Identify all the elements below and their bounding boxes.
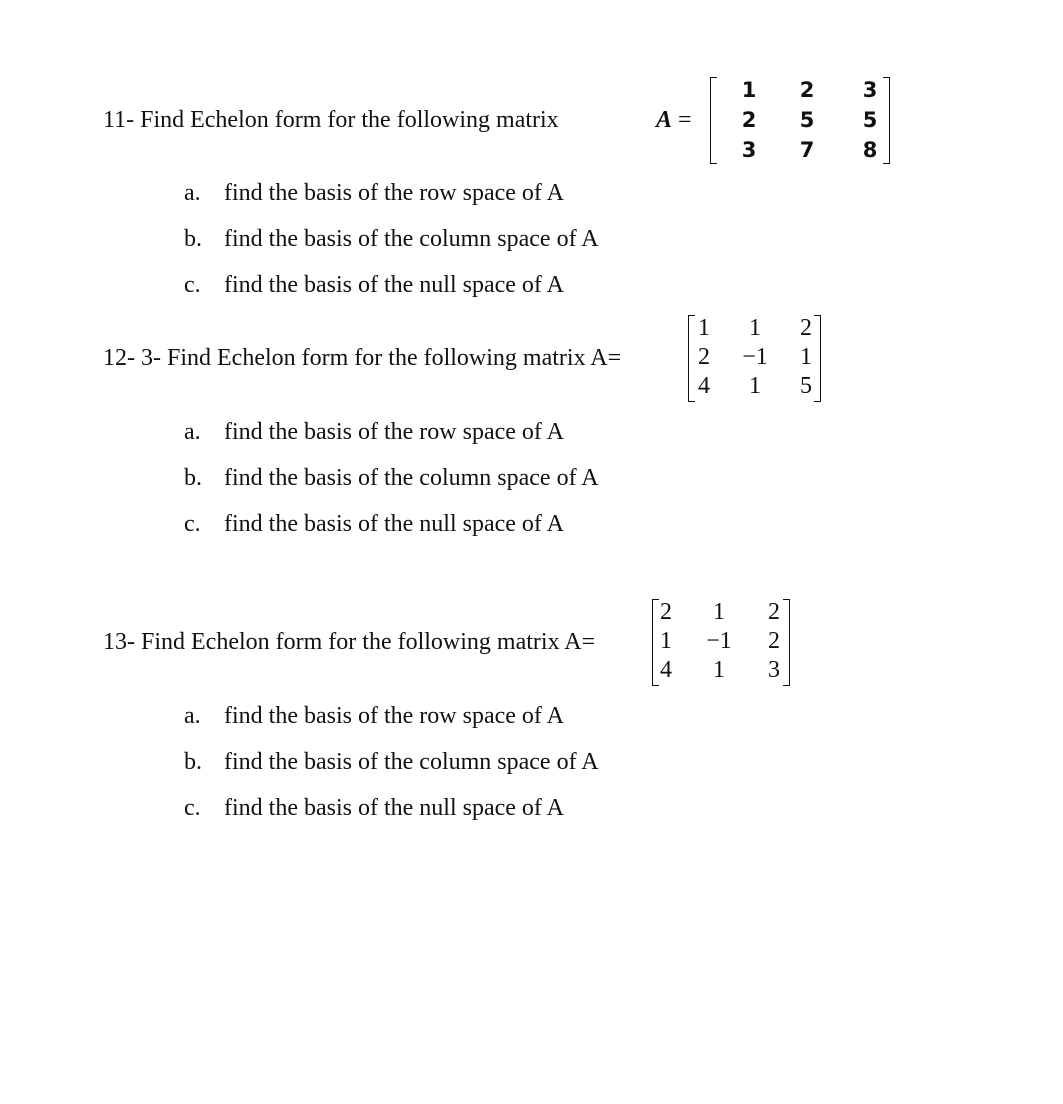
sub-text: find the basis of the null space of A xyxy=(224,511,564,537)
problem-13-matrix xyxy=(652,599,790,686)
problem-12-heading: 12- 3- Find Echelon form for the following matrix A= xyxy=(103,345,622,371)
matrix-left-bracket xyxy=(710,77,717,164)
problem-11-matrix-label xyxy=(656,106,692,134)
matrix-cell: −1 xyxy=(742,344,768,370)
problem-11-sub-c xyxy=(184,271,564,299)
matrix-cell: 2 xyxy=(768,628,780,654)
matrix-cell: 2 xyxy=(660,599,672,625)
matrix-cell: 7 xyxy=(799,138,815,162)
problem-11-matrix xyxy=(710,77,890,164)
matrix-cell: 2 xyxy=(768,599,780,625)
sub-text: find the basis of the column space of A xyxy=(224,749,599,775)
matrix-cell: 1 xyxy=(800,344,812,370)
matrix-cell: 5 xyxy=(799,108,815,132)
sub-text: find the basis of the column space of A xyxy=(224,465,599,491)
problem-13-sub-c xyxy=(184,794,564,822)
equals-sign: = xyxy=(678,107,692,133)
sub-letter: b. xyxy=(184,226,202,252)
sub-letter: c. xyxy=(184,272,201,298)
problem-11-sub-a xyxy=(184,179,564,207)
matrix-cell: 1 xyxy=(713,599,725,625)
problem-13-sub-a xyxy=(184,702,564,730)
matrix-cell: 1 xyxy=(749,373,761,399)
matrix-cell: 1 xyxy=(741,78,757,102)
sub-letter: a. xyxy=(184,180,201,206)
matrix-cell: 2 xyxy=(800,315,812,341)
matrix-cell: 3 xyxy=(768,657,780,683)
matrix-cell: 1 xyxy=(713,657,725,683)
problem-13-heading: 13- Find Echelon form for the following matrix A= xyxy=(103,629,596,655)
problem-12-matrix xyxy=(688,315,821,402)
matrix-cell: 2 xyxy=(799,78,815,102)
matrix-cell: 2 xyxy=(741,108,757,132)
sub-text: find the basis of the row space of A xyxy=(224,703,564,729)
sub-letter: a. xyxy=(184,703,201,729)
sub-text: find the basis of the null space of A xyxy=(224,795,564,821)
problem-12-sub-b xyxy=(184,464,599,492)
matrix-cell: 8 xyxy=(862,138,878,162)
sub-letter: b. xyxy=(184,749,202,775)
matrix-cell: 1 xyxy=(749,315,761,341)
sub-letter: b. xyxy=(184,465,202,491)
matrix-cell: 1 xyxy=(660,628,672,654)
sub-letter: c. xyxy=(184,795,201,821)
sub-text: find the basis of the row space of A xyxy=(224,180,564,206)
sub-text: find the basis of the null space of A xyxy=(224,272,564,298)
sub-text: find the basis of the column space of A xyxy=(224,226,599,252)
matrix-cell: 5 xyxy=(862,108,878,132)
matrix-variable: A xyxy=(656,107,673,133)
sub-text: find the basis of the row space of A xyxy=(224,419,564,445)
matrix-cell: 5 xyxy=(800,373,812,399)
problem-13-sub-b xyxy=(184,748,599,776)
problem-12-sub-a xyxy=(184,418,564,446)
sub-letter: a. xyxy=(184,419,201,445)
matrix-cell: 4 xyxy=(698,373,710,399)
problem-11-sub-b xyxy=(184,225,599,253)
problem-12-sub-c xyxy=(184,510,564,538)
matrix-cell: 2 xyxy=(698,344,710,370)
matrix-cell: 3 xyxy=(862,78,878,102)
matrix-cell: 3 xyxy=(741,138,757,162)
problem-11-heading: 11- Find Echelon form for the following matrix xyxy=(103,107,559,133)
matrix-cell: 4 xyxy=(660,657,672,683)
matrix-cell: 1 xyxy=(698,315,710,341)
matrix-cell: −1 xyxy=(706,628,732,654)
sub-letter: c. xyxy=(184,511,201,537)
